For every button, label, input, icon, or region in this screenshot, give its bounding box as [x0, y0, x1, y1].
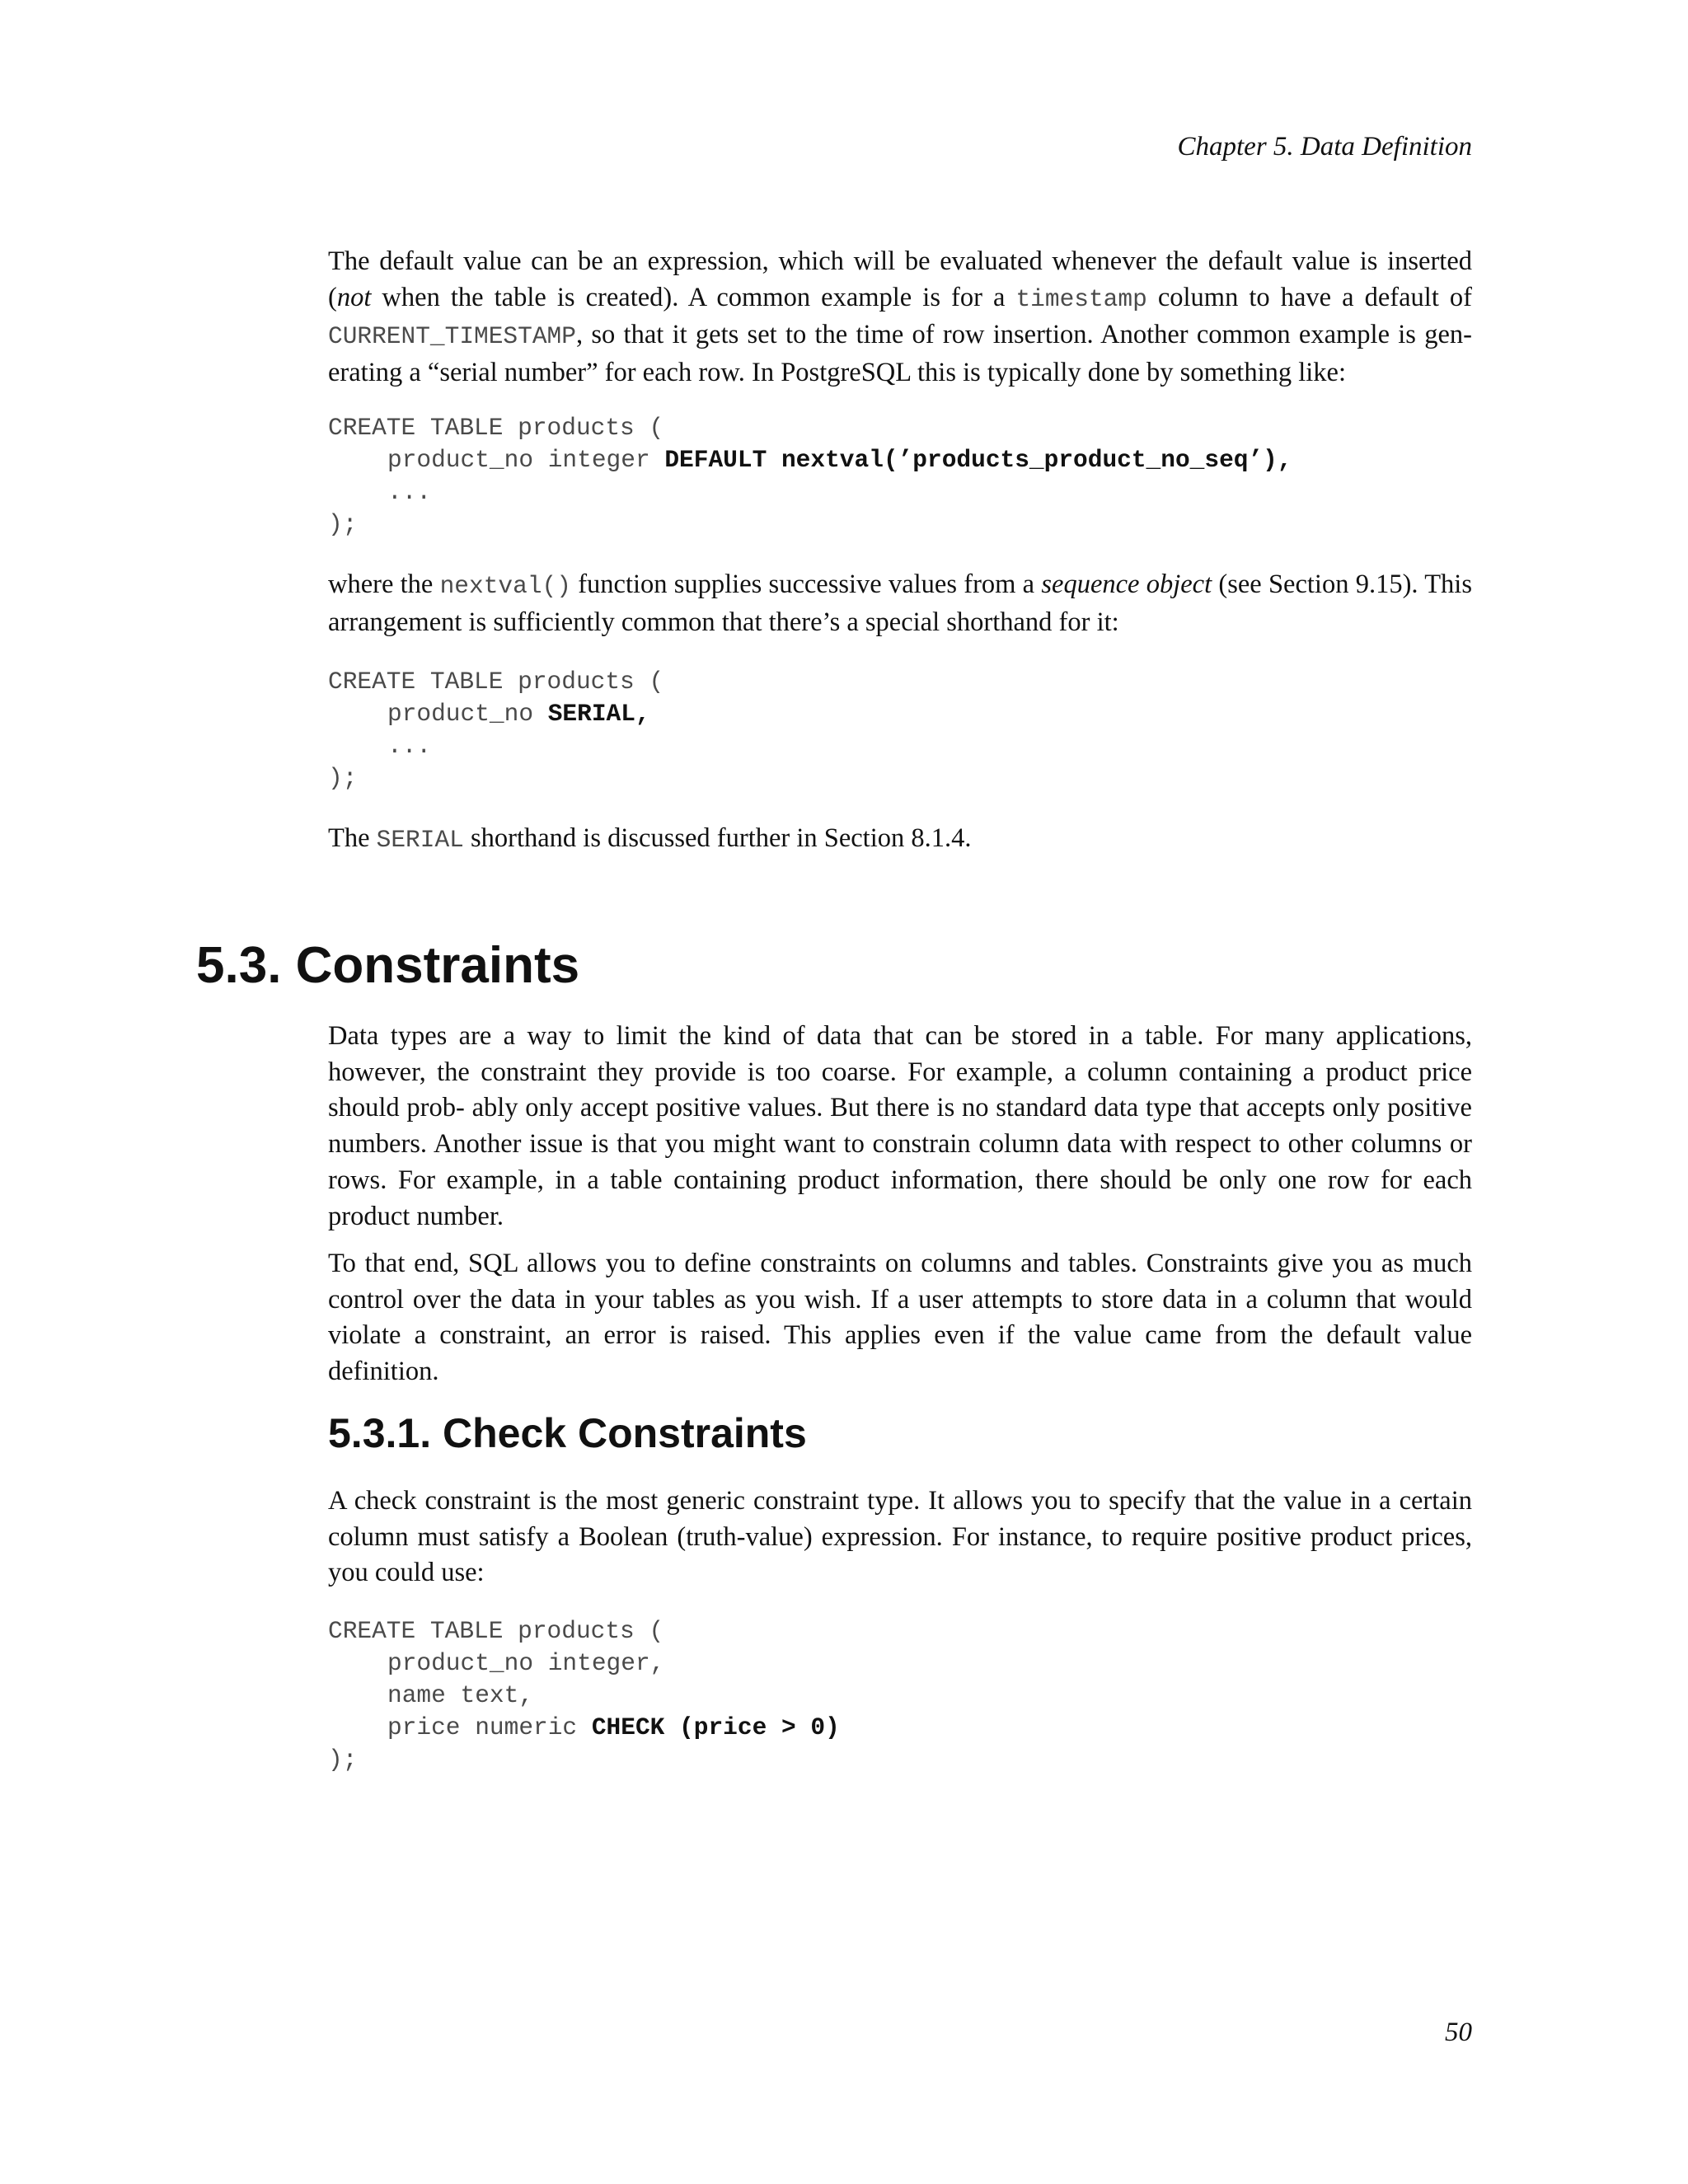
emphasis-sequence-object: sequence object: [1041, 569, 1212, 599]
code-line: CREATE TABLE products (: [328, 1617, 664, 1645]
text-segment: (see Section 9.15). This arrangement is sufficiently common that there’s a special shorthand for it:: [328, 569, 1472, 637]
paragraph-serial-shorthand: [328, 821, 1472, 859]
code-line: product_no integer,: [387, 1649, 665, 1677]
code-keyword: CHECK (price > 0): [591, 1713, 840, 1741]
code-line: ...: [387, 732, 432, 760]
text-segment: function supplies successive values from a: [570, 569, 1042, 599]
text-segment: column to have a default of: [1146, 282, 1472, 312]
text-segment: shorthand is discussed further in Section 8.1.4.: [463, 823, 972, 853]
code-line: );: [328, 764, 358, 792]
subsection-heading-check-constraints: 5.3.1. Check Constraints: [328, 1410, 807, 1456]
code-line: [328, 1712, 840, 1744]
inline-code-serial: SERIAL: [376, 826, 464, 854]
page-number: 50: [1445, 2018, 1472, 2047]
code-keyword: DEFAULT nextval(’products_product_no_seq’),: [664, 446, 1292, 474]
code-line: name text,: [387, 1681, 534, 1709]
inline-code-timestamp: timestamp: [1015, 284, 1147, 313]
paragraph-nextval: [328, 567, 1472, 640]
inline-code-nextval: nextval(): [439, 572, 571, 600]
code-line: );: [328, 1746, 358, 1774]
code-line: CREATE TABLE products (: [328, 414, 664, 442]
code-text: price numeric: [387, 1713, 592, 1741]
text-segment: , so that it gets set to the time of row insertion. Another common example is gen- erating a “serial number” for each row. In PostgreSQL this is typically done by something like:: [328, 320, 1472, 388]
text-segment: The default value can be an expression, which will be evaluated whenever the default value is inserted (: [328, 246, 1472, 312]
code-line: );: [328, 510, 358, 538]
text-segment: when the table is created). A common example is for a: [371, 282, 1016, 312]
paragraph-check-constraint: A check constraint is the most generic constraint type. It allows you to specify that the value in a certain column must satisfy a Boolean (truth-value) expression. For instance, to require positive product prices, you could use:: [328, 1486, 1472, 1588]
section-heading-constraints: 5.3. Constraints: [196, 937, 580, 994]
code-line: [328, 698, 663, 730]
emphasis-not: not: [336, 282, 372, 312]
running-header: Chapter 5. Data Definition: [1177, 132, 1472, 162]
code-line: ...: [387, 478, 432, 506]
code-text: product_no integer: [387, 446, 665, 474]
code-line: CREATE TABLE products (: [328, 668, 664, 696]
code-text: product_no: [387, 700, 548, 728]
code-block-default-nextval: [328, 412, 1292, 541]
code-line: [328, 444, 1292, 476]
text-segment: where the: [328, 569, 440, 599]
text-segment: The: [328, 823, 377, 853]
paragraph-default-expression: [328, 244, 1472, 391]
inline-code-current-timestamp: CURRENT_TIMESTAMP: [328, 322, 576, 351]
code-keyword: SERIAL,: [547, 700, 650, 728]
paragraph-constraints-sql: To that end, SQL allows you to define constraints on columns and tables. Constraints give you as much control over the data in your tables as you wish. If a user attempts to store data in a column that would violate a constraint, an error is raised. This applies even if the value came from the default value definition.: [328, 1249, 1472, 1387]
code-block-serial: [328, 666, 663, 794]
code-block-check: [328, 1615, 840, 1776]
paragraph-constraints-intro: Data types are a way to limit the kind of data that can be stored in a table. For many applications, however, the constraint they provide is too coarse. For example, a column containing a product price should prob- ably only accept positive values. But there is no standard data type that accepts only positive numbers. Another issue is that you might want to constrain column data with respect to other columns or rows. For example, in a table containing product information, there should be only one row for each product number.: [328, 1021, 1472, 1231]
